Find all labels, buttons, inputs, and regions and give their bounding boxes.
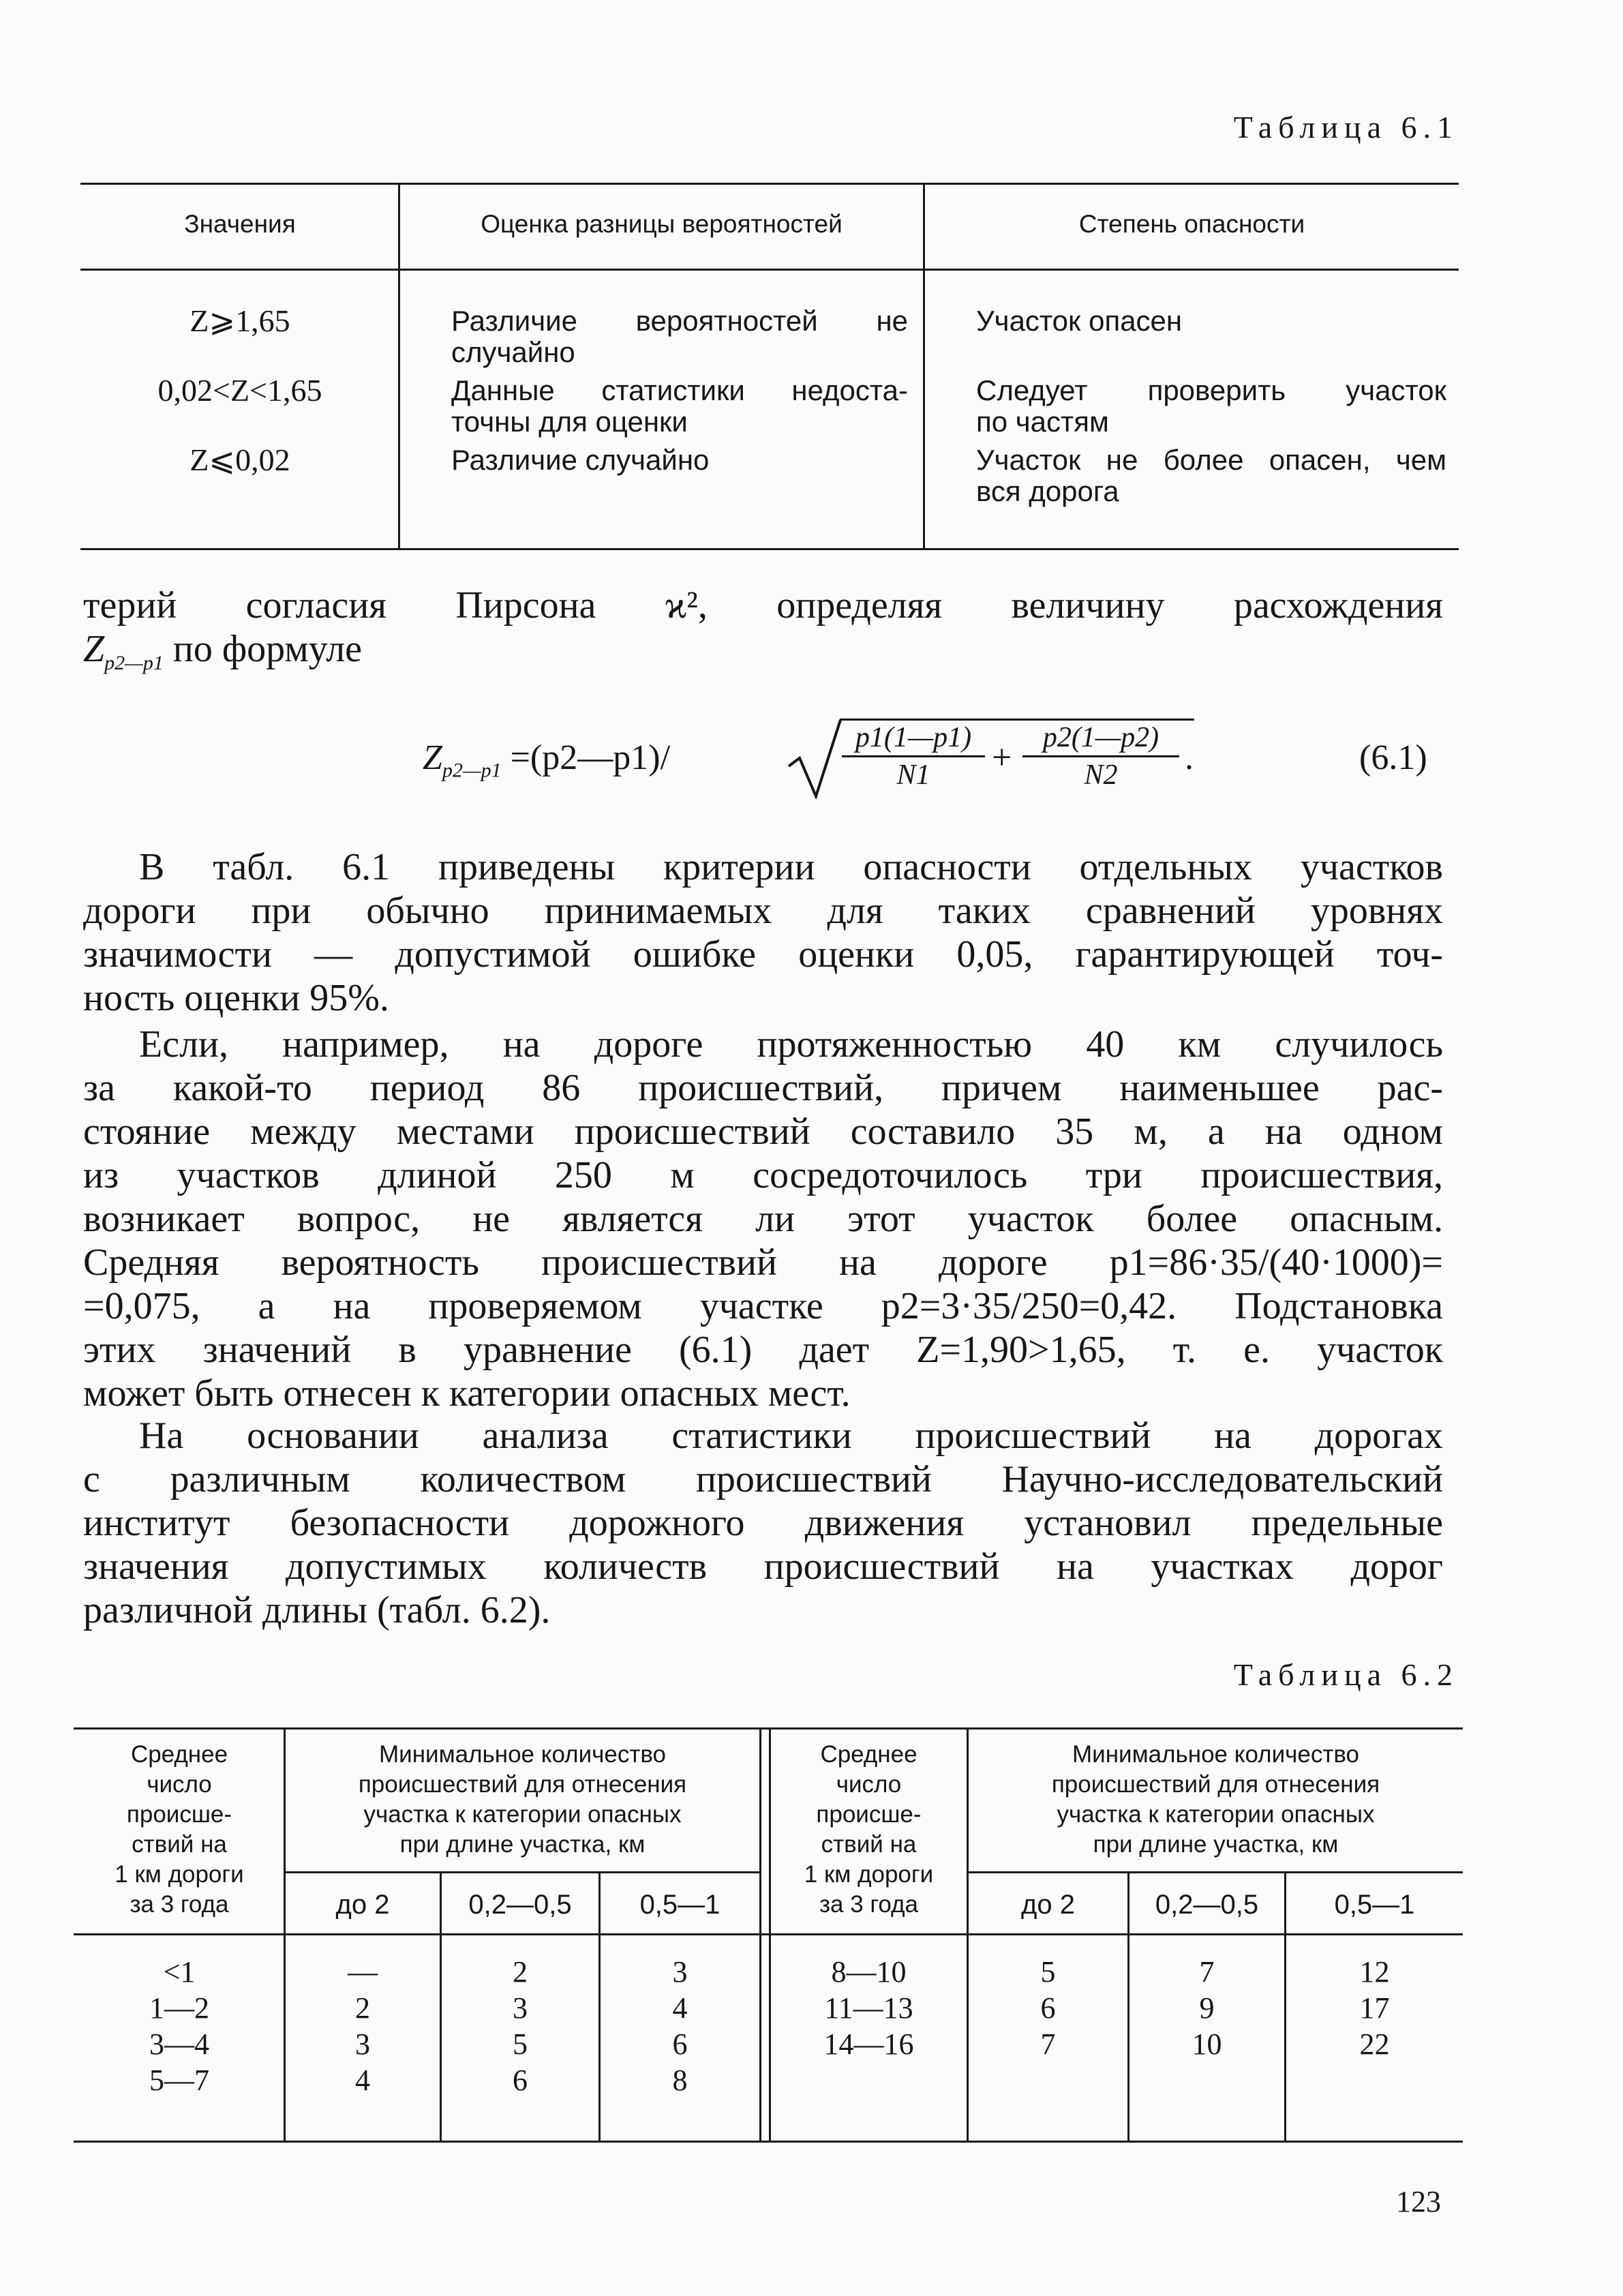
table2-cell: 1—2 <box>149 1991 209 2025</box>
intro-text <box>83 584 1443 685</box>
table1-assessment-line: точны для оценки <box>451 406 688 438</box>
formula-6-1 <box>423 717 1241 799</box>
table2-label: Таблица 6.2 <box>1233 1657 1459 1692</box>
header-line: за 3 года <box>819 1891 918 1918</box>
formula-num1: p1(1—p1) <box>855 722 972 753</box>
header-line: 1 км дороги <box>804 1861 934 1888</box>
paragraph-line: Средняя вероятность происшествий на дороге p1=86·35/(40·1000)= <box>83 1241 1443 1284</box>
paragraph-line: Если, например, на дороге протяженностью 40 км случилось <box>139 1023 1443 1066</box>
table2-cell: 8 <box>672 2064 688 2097</box>
table2-cell: 7 <box>1040 2027 1056 2061</box>
table1-bottom-rule <box>80 548 1459 550</box>
table2-cell: 14—16 <box>823 2027 914 2061</box>
table1-assessment-line: Различие вероятностей не <box>451 305 908 337</box>
table2-header-average-right <box>771 1740 967 1920</box>
paragraph-line: может быть отнесен к категории опасных мест. <box>83 1372 851 1415</box>
paragraph-line: из участков длиной 250 м сосредоточилось три происшествия, <box>83 1154 1443 1196</box>
header-line: происше- <box>816 1801 922 1828</box>
table2-column-len05-left <box>442 1954 598 2098</box>
header-line: происшествий для отнесения <box>1051 1771 1380 1798</box>
table2-cell: 9 <box>1199 1991 1215 2025</box>
formula-num2: p2(1—p2) <box>1042 722 1159 753</box>
sqrt-bar <box>840 719 1194 721</box>
table2-header-rule <box>74 1933 1463 1935</box>
table1-assessment <box>451 304 908 369</box>
table1-assessment <box>451 374 908 439</box>
paragraph-line: На основании анализа статистики происшествий на дорогах <box>139 1415 1443 1457</box>
table2-cell: 8—10 <box>831 1955 907 1989</box>
table1-assessment-line: случайно <box>451 336 575 368</box>
formula-den2: N2 <box>1084 759 1118 791</box>
formula-dot: . <box>1185 738 1194 777</box>
header-line: Среднее <box>820 1741 917 1768</box>
table2-cell: 5 <box>1040 1955 1056 1989</box>
header-line: 1 км дороги <box>115 1861 244 1888</box>
header-line: участка к категории опасных <box>363 1801 682 1828</box>
formula-lhs-var: Z <box>423 738 442 777</box>
table1-danger <box>976 374 1446 439</box>
table1-danger <box>976 304 1446 338</box>
table1-danger <box>976 443 1446 509</box>
table1-danger-line: Участок опасен <box>976 305 1183 337</box>
table1-value: Z⩾1,65 <box>189 303 290 338</box>
formula-lhs-sub: p2—p1 <box>442 759 502 782</box>
header-line: число <box>147 1771 212 1798</box>
table2-column-len1-left <box>601 1954 759 2098</box>
table2-cell: 10 <box>1192 2027 1222 2061</box>
paragraph-line: возникает вопрос, не является ли этот участок более опасным. <box>83 1198 1443 1240</box>
table2-cell: 2 <box>513 1955 528 1989</box>
table2-column-len1-right <box>1286 1954 1463 2062</box>
table2-cell: 5 <box>513 2027 528 2061</box>
table2-subheader-rule-right <box>968 1871 1463 1873</box>
table1-value: 0,02<Z<1,65 <box>157 373 322 408</box>
paragraph-line: значения допустимых количеств происшествий на участках дорог <box>83 1545 1443 1588</box>
table2-cell: 3—4 <box>149 2027 209 2061</box>
paragraph-3 <box>83 1414 1443 1632</box>
header-line: при длине участка, км <box>1093 1831 1339 1858</box>
header-line: происше- <box>126 1801 232 1828</box>
table2-cell: 2 <box>355 1991 370 2025</box>
table2-cell: 4 <box>355 2064 370 2097</box>
table1-header-assessment: Оценка разницы вероятностей <box>481 210 843 238</box>
fraction-bar <box>842 755 985 757</box>
table2-cell: 11—13 <box>824 1991 913 2025</box>
table2-cell: 22 <box>1359 2027 1390 2061</box>
table2-column-len05-right <box>1129 1954 1284 2062</box>
table2-cell: 6 <box>513 2064 528 2097</box>
table1-top-rule <box>80 183 1459 185</box>
table1-danger-line: по частям <box>976 406 1109 438</box>
header-line: Минимальное количество <box>1072 1741 1360 1768</box>
table2-bottom-rule <box>74 2141 1463 2143</box>
paragraph-2 <box>83 1023 1443 1415</box>
table2-cell: 3 <box>672 1955 688 1989</box>
table2-subheader: до 2 <box>1021 1890 1075 1920</box>
table1-danger-line: Следует проверить участок <box>976 374 1446 406</box>
header-line: за 3 года <box>130 1891 229 1918</box>
table2-subheader: до 2 <box>335 1890 390 1920</box>
table2-cell: 6 <box>1040 1991 1056 2025</box>
table2-header-minimum-right <box>969 1740 1463 1860</box>
fraction-bar <box>1022 755 1179 757</box>
z-subscript: p2—p1 <box>104 652 164 675</box>
header-line: число <box>836 1771 902 1798</box>
table1-header-rule <box>80 269 1459 271</box>
paragraph-line: за какой-то период 86 происшествий, причем наименьшее рас- <box>83 1067 1443 1109</box>
table1-assessment-line: Различие случайно <box>451 444 710 476</box>
sqrt-sign-icon <box>787 717 842 799</box>
paragraph-line: =0,075, а на проверяемом участке p2=3·35/250=0,42. Подстановка <box>83 1285 1443 1327</box>
table2-cell: 5—7 <box>149 2064 209 2097</box>
table2-header-average-left <box>75 1740 284 1920</box>
header-line: ствий на <box>132 1831 227 1858</box>
table2-cell: 3 <box>513 1991 528 2025</box>
table2-subheader: 0,2—0,5 <box>1155 1890 1259 1920</box>
page-number: 123 <box>1396 2185 1441 2218</box>
table1-assessment-line: Данные статистики недоста- <box>451 374 908 406</box>
table2-subheader: 0,2—0,5 <box>468 1890 572 1920</box>
paragraph-line: институт безопасности дорожного движения установил предельные <box>83 1502 1443 1544</box>
table2-cell: — <box>348 1955 378 1989</box>
paragraph-line: этих значений в уравнение (6.1) дает Z=1,90>1,65, т. е. участок <box>83 1329 1443 1371</box>
table2-cell: 12 <box>1359 1955 1390 1989</box>
header-line: участка к категории опасных <box>1057 1801 1375 1828</box>
table2-subheader-rule-left <box>285 1871 760 1873</box>
paragraph-line: различной длины (табл. 6.2). <box>83 1589 551 1631</box>
table1-label: Таблица 6.1 <box>1233 110 1459 145</box>
formula-den1: N1 <box>896 759 930 791</box>
paragraph-1 <box>83 845 1443 1020</box>
table2-column-average-left <box>75 1954 284 2098</box>
paragraph-line: дороги при обычно принимаемых для таких сравнений уровнях <box>83 890 1443 932</box>
table2-column-average-right <box>771 1954 967 2062</box>
z-variable: Z <box>83 628 105 670</box>
table2-cell: 3 <box>355 2027 370 2061</box>
table2-center-divider <box>759 1727 761 2141</box>
header-line: при длине участка, км <box>399 1831 646 1858</box>
table2-cell: <1 <box>163 1955 196 1989</box>
header-line: Среднее <box>130 1741 228 1768</box>
table1-danger-line: Участок не более опасен, чем <box>976 444 1446 476</box>
header-line: ствий на <box>821 1831 917 1858</box>
paragraph-line: ность оценки 95%. <box>83 977 389 1019</box>
intro-line-2-rest: по формуле <box>172 628 363 670</box>
table1-danger-line: вся дорога <box>976 475 1119 507</box>
table2-column-len2-left <box>286 1954 440 2098</box>
table2-cell: 6 <box>672 2027 688 2061</box>
paragraph-line: В табл. 6.1 приведены критерии опасности отдельных участков <box>139 846 1443 888</box>
table2-header-minimum-left <box>286 1740 759 1860</box>
intro-line-1: терий согласия Пирсона ϰ², определяя величину расхождения <box>83 584 1443 626</box>
formula-number: (6.1) <box>1359 738 1427 777</box>
intro-line-2 <box>83 627 1443 685</box>
table2-cell: 4 <box>672 1991 688 2025</box>
table2-column-len2-right <box>969 1954 1127 2062</box>
table2-cell: 17 <box>1359 1991 1390 2025</box>
table2-cell: 7 <box>1199 1955 1215 1989</box>
paragraph-line: стояние между местами происшествий составило 35 м, а на одном <box>83 1111 1443 1153</box>
paragraph-line: с различным количеством происшествий Научно-исследовательский <box>83 1458 1443 1500</box>
table1-assessment <box>451 443 908 477</box>
paragraph-line: значимости — допустимой ошибке оценки 0,05, гарантирующей точ- <box>83 933 1443 976</box>
formula-plus: + <box>992 738 1012 777</box>
header-line: Минимальное количество <box>378 1741 667 1768</box>
table2-subheader: 0,5—1 <box>639 1890 721 1920</box>
formula-middle: =(p2—p1)/ <box>510 738 671 777</box>
header-line: происшествий для отнесения <box>358 1771 687 1798</box>
table1-value: Z⩽0,02 <box>189 442 290 477</box>
table2-top-rule <box>74 1727 1463 1729</box>
table1-header-danger: Степень опасности <box>1078 210 1305 238</box>
table2-subheader: 0,5—1 <box>1334 1890 1415 1920</box>
table1-header-values: Значения <box>184 210 296 238</box>
